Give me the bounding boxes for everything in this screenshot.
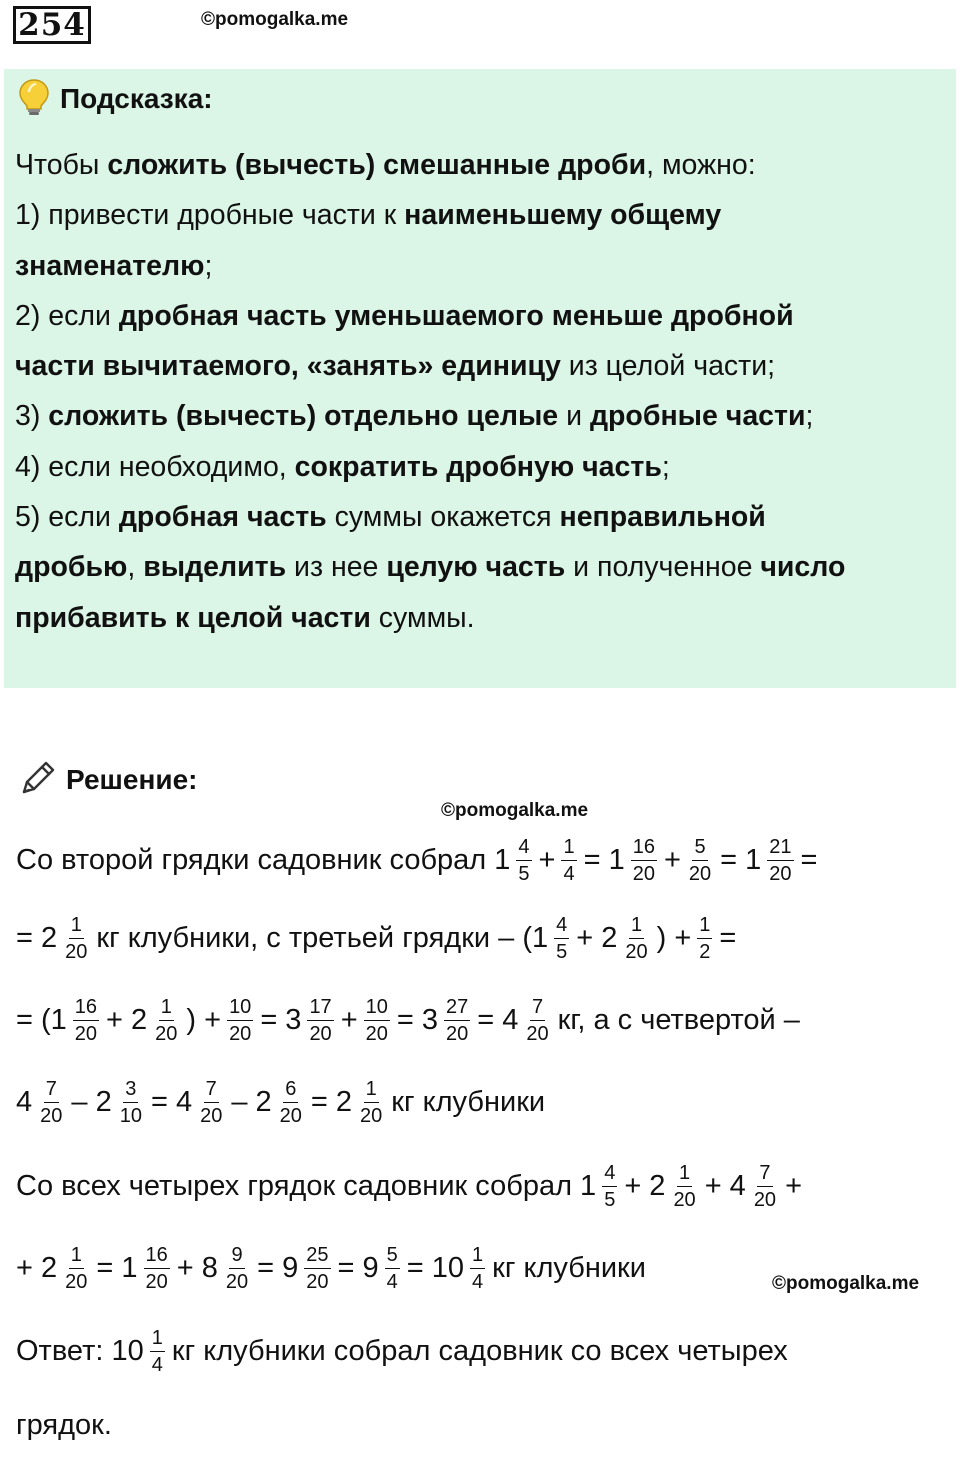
fraction — [118, 1079, 144, 1126]
fraction-denominator: 20 — [632, 862, 655, 885]
fraction-numerator: 7 — [757, 1163, 772, 1187]
math-text: = 3 — [396, 1003, 438, 1036]
math-text: + 2 — [106, 1003, 148, 1036]
hint-text-run: ; — [661, 450, 670, 483]
fraction-denominator: 20 — [306, 1270, 329, 1293]
solution-line — [16, 903, 736, 973]
fraction — [304, 1245, 330, 1292]
hint-emphasis: знаменателю — [15, 249, 205, 282]
math-text: = — [719, 921, 737, 954]
hint-text-run: 4) если необходимо, — [15, 450, 295, 483]
fraction-numerator: 1 — [677, 1163, 692, 1187]
fraction — [224, 1245, 250, 1292]
fraction — [516, 837, 531, 884]
fraction-numerator: 5 — [385, 1245, 400, 1269]
fraction — [631, 837, 657, 884]
math-text: кг клубники, с третьей грядки – (1 — [96, 921, 549, 954]
fraction-denominator: 20 — [365, 1022, 388, 1045]
hint-text-run: суммы окажется — [326, 501, 560, 534]
fraction-numerator: 1 — [69, 1245, 84, 1269]
hint-emphasis: наименьшему общему — [404, 199, 722, 232]
fraction — [444, 997, 470, 1044]
fraction-denominator: 20 — [446, 1022, 469, 1045]
fraction — [687, 837, 713, 884]
fraction — [63, 915, 89, 962]
hint-emphasis: дробная часть — [118, 501, 327, 534]
hint-line — [15, 492, 950, 542]
fraction-numerator: 10 — [364, 997, 390, 1021]
math-text: = 4 — [150, 1085, 193, 1118]
fraction-numerator: 25 — [304, 1245, 330, 1269]
hint-emphasis: дробные части — [589, 400, 806, 433]
hint-text-run: суммы. — [370, 601, 475, 634]
math-text: = 10 — [406, 1251, 464, 1284]
math-text: = 2 — [16, 921, 58, 954]
math-text: + — [785, 1169, 802, 1202]
fraction-denominator: 20 — [309, 1022, 332, 1045]
fraction — [554, 915, 569, 962]
math-text: ) + — [186, 1003, 222, 1036]
hint-text-run: ; — [805, 400, 814, 433]
math-text: = 2 — [310, 1085, 353, 1118]
hint-emphasis: число — [760, 551, 846, 584]
hint-emphasis: дробью — [15, 551, 128, 584]
hint-emphasis: выделить — [143, 551, 287, 584]
watermark-mid: ©pomogalka.me — [441, 800, 589, 821]
fraction — [227, 997, 253, 1044]
math-text: – 2 — [71, 1085, 112, 1118]
hint-emphasis: сложить (вычесть) смешанные дроби — [107, 149, 647, 181]
fraction — [144, 1245, 170, 1292]
solution-header — [18, 760, 197, 800]
math-text: = 1 — [583, 843, 625, 876]
math-text: = 9 — [337, 1251, 379, 1284]
math-text: + 2 — [16, 1251, 58, 1284]
hint-line — [15, 391, 950, 441]
fraction-numerator: 21 — [767, 837, 793, 861]
math-text: + 8 — [176, 1251, 218, 1284]
math-text: – 2 — [231, 1085, 272, 1118]
fraction-numerator: 7 — [44, 1079, 59, 1103]
fraction-denominator: 20 — [625, 940, 648, 963]
solution-title: Решение: — [66, 764, 198, 795]
fraction — [153, 997, 179, 1044]
fraction-numerator: 16 — [144, 1245, 170, 1269]
watermark-top: ©pomogalka.me — [201, 9, 349, 30]
hint-text-run: 1) привести дробные части к — [15, 199, 405, 232]
math-text: кг клубники — [492, 1251, 646, 1284]
solution-line — [16, 1233, 646, 1303]
fraction-denominator: 20 — [753, 1188, 777, 1211]
fraction-numerator: 7 — [530, 997, 545, 1021]
fraction-denominator: 4 — [472, 1270, 484, 1293]
fraction-denominator: 20 — [155, 1022, 178, 1045]
fraction-numerator: 1 — [69, 915, 84, 939]
fraction-denominator: 20 — [526, 1022, 549, 1045]
hint-emphasis: сократить дробную часть — [294, 450, 662, 483]
hint-line — [15, 291, 950, 341]
fraction-denominator: 20 — [229, 1022, 252, 1045]
hint-text-run: и — [558, 400, 590, 433]
fraction — [364, 997, 390, 1044]
fraction-numerator: 17 — [307, 997, 333, 1021]
fraction-denominator: 5 — [518, 862, 530, 885]
hint-emphasis: части вычитаемого, «занять» единицу — [15, 350, 561, 383]
math-text: + — [340, 1003, 358, 1036]
fraction — [73, 997, 99, 1044]
fraction-denominator: 20 — [360, 1104, 383, 1127]
math-text: = 4 — [477, 1003, 519, 1036]
hint-emphasis: целую часть — [386, 551, 566, 584]
fraction-denominator: 20 — [279, 1104, 302, 1127]
fraction-numerator: 6 — [283, 1079, 298, 1103]
fraction-denominator: 20 — [65, 940, 88, 963]
fraction — [697, 915, 712, 962]
fraction-numerator: 4 — [554, 915, 569, 939]
fraction — [602, 1163, 617, 1210]
math-text: + 4 — [704, 1169, 746, 1202]
fraction-numerator: 1 — [150, 1328, 165, 1352]
fraction — [623, 915, 649, 962]
fraction-numerator: 10 — [227, 997, 253, 1021]
math-text: 4 — [16, 1085, 33, 1118]
math-text: + — [663, 843, 681, 876]
fraction — [358, 1079, 384, 1126]
fraction-numerator: 1 — [364, 1079, 379, 1103]
math-text: Со всех четырех грядок садовник собрал 1 — [16, 1169, 597, 1202]
hint-panel — [4, 69, 956, 688]
math-text: = 1 — [96, 1251, 138, 1284]
hint-emphasis: прибавить к целой части — [15, 601, 371, 634]
fraction-denominator: 20 — [74, 1022, 98, 1045]
fraction — [524, 997, 550, 1044]
hint-line — [15, 190, 950, 240]
fraction-numerator: 7 — [204, 1079, 219, 1103]
math-text: = 1 — [720, 843, 762, 876]
fraction — [767, 837, 793, 884]
math-text: = 3 — [260, 1003, 302, 1036]
fraction-numerator: 5 — [692, 837, 707, 861]
math-text: Ответ: 10 — [16, 1334, 144, 1367]
hint-text-run: 5) если — [15, 501, 119, 534]
fraction — [671, 1163, 697, 1210]
fraction-denominator: 20 — [769, 862, 792, 885]
hint-text-run: и полученное — [565, 551, 761, 584]
fraction-numerator: 1 — [697, 915, 712, 939]
math-text: кг, а с четвертой – — [557, 1003, 800, 1036]
fraction-denominator: 4 — [151, 1353, 163, 1376]
hint-text-run: , — [127, 551, 144, 584]
math-text: = (1 — [16, 1003, 67, 1036]
math-text: = 9 — [257, 1251, 299, 1284]
hint-line — [15, 140, 950, 190]
math-text: Со второй грядки садовник собрал 1 — [16, 843, 511, 876]
solution-line — [16, 1316, 788, 1386]
lightbulb-icon — [18, 78, 50, 121]
fraction-numerator: 9 — [229, 1245, 244, 1269]
fraction-denominator: 20 — [225, 1270, 249, 1293]
fraction — [278, 1079, 304, 1126]
fraction-denominator: 4 — [386, 1270, 398, 1293]
fraction-denominator: 4 — [563, 862, 575, 885]
fraction — [385, 1245, 400, 1292]
fraction — [198, 1079, 224, 1126]
hint-line — [15, 241, 950, 291]
watermark-right: ©pomogalka.me — [772, 1273, 920, 1294]
solution-line — [16, 1390, 112, 1460]
fraction-denominator: 5 — [604, 1188, 616, 1211]
fraction-denominator: 20 — [688, 862, 712, 885]
hint-text-run: из нее — [286, 551, 387, 584]
fraction — [307, 997, 333, 1044]
solution-line — [16, 985, 800, 1055]
fraction-numerator: 27 — [444, 997, 470, 1021]
fraction — [63, 1245, 89, 1292]
hint-text-run: 3) — [15, 400, 49, 433]
fraction-denominator: 20 — [145, 1270, 168, 1293]
solution-line — [16, 1067, 545, 1137]
hint-line — [15, 341, 950, 391]
fraction — [752, 1163, 778, 1210]
math-text: кг клубники — [391, 1085, 546, 1118]
hint-text — [15, 140, 950, 643]
fraction-numerator: 4 — [602, 1163, 617, 1187]
hint-text-run: Чтобы — [15, 149, 108, 181]
hint-line — [15, 442, 950, 492]
hint-text-run: из целой части; — [560, 350, 776, 383]
hint-header — [18, 81, 213, 117]
hint-line — [15, 542, 950, 592]
math-text: + 2 — [624, 1169, 666, 1202]
task-number: 254 — [13, 6, 91, 44]
fraction-denominator: 20 — [673, 1188, 696, 1211]
hint-title: Подсказка: — [60, 83, 213, 114]
fraction-denominator: 5 — [556, 940, 568, 963]
math-text: ) + — [656, 921, 692, 954]
hint-text-run: , можно: — [646, 149, 756, 181]
hint-emphasis: сложить (вычесть) отдельно целые — [48, 400, 559, 433]
hint-line — [15, 593, 950, 643]
math-text: кг клубники собрал садовник со всех четырех — [171, 1334, 788, 1367]
fraction — [38, 1079, 64, 1126]
fraction-numerator: 3 — [123, 1079, 138, 1103]
fraction-numerator: 16 — [631, 837, 657, 861]
fraction-denominator: 10 — [119, 1104, 142, 1127]
fraction-denominator: 20 — [200, 1104, 223, 1127]
math-text: + 2 — [576, 921, 618, 954]
fraction-denominator: 2 — [699, 940, 711, 963]
fraction-numerator: 16 — [73, 997, 99, 1021]
fraction-numerator: 4 — [516, 837, 531, 861]
fraction-denominator: 20 — [40, 1104, 63, 1127]
fraction — [561, 837, 576, 884]
fraction — [150, 1328, 165, 1375]
math-text: + — [538, 843, 556, 876]
hint-text-run: ; — [204, 249, 213, 282]
fraction-numerator: 1 — [159, 997, 174, 1021]
fraction-denominator: 20 — [65, 1270, 88, 1293]
solution-line — [16, 1151, 802, 1221]
fraction — [470, 1245, 485, 1292]
fraction-numerator: 1 — [629, 915, 644, 939]
hint-emphasis: неправильной — [559, 501, 766, 534]
fraction-numerator: 1 — [470, 1245, 485, 1269]
solution-line — [16, 825, 817, 895]
hint-text-run: 2) если — [15, 299, 119, 332]
pencil-icon — [18, 758, 58, 803]
math-text: грядок. — [16, 1408, 112, 1441]
math-text: = — [800, 843, 818, 876]
fraction-numerator: 1 — [561, 837, 576, 861]
hint-emphasis: дробная часть уменьшаемого меньше дробной — [118, 299, 794, 332]
